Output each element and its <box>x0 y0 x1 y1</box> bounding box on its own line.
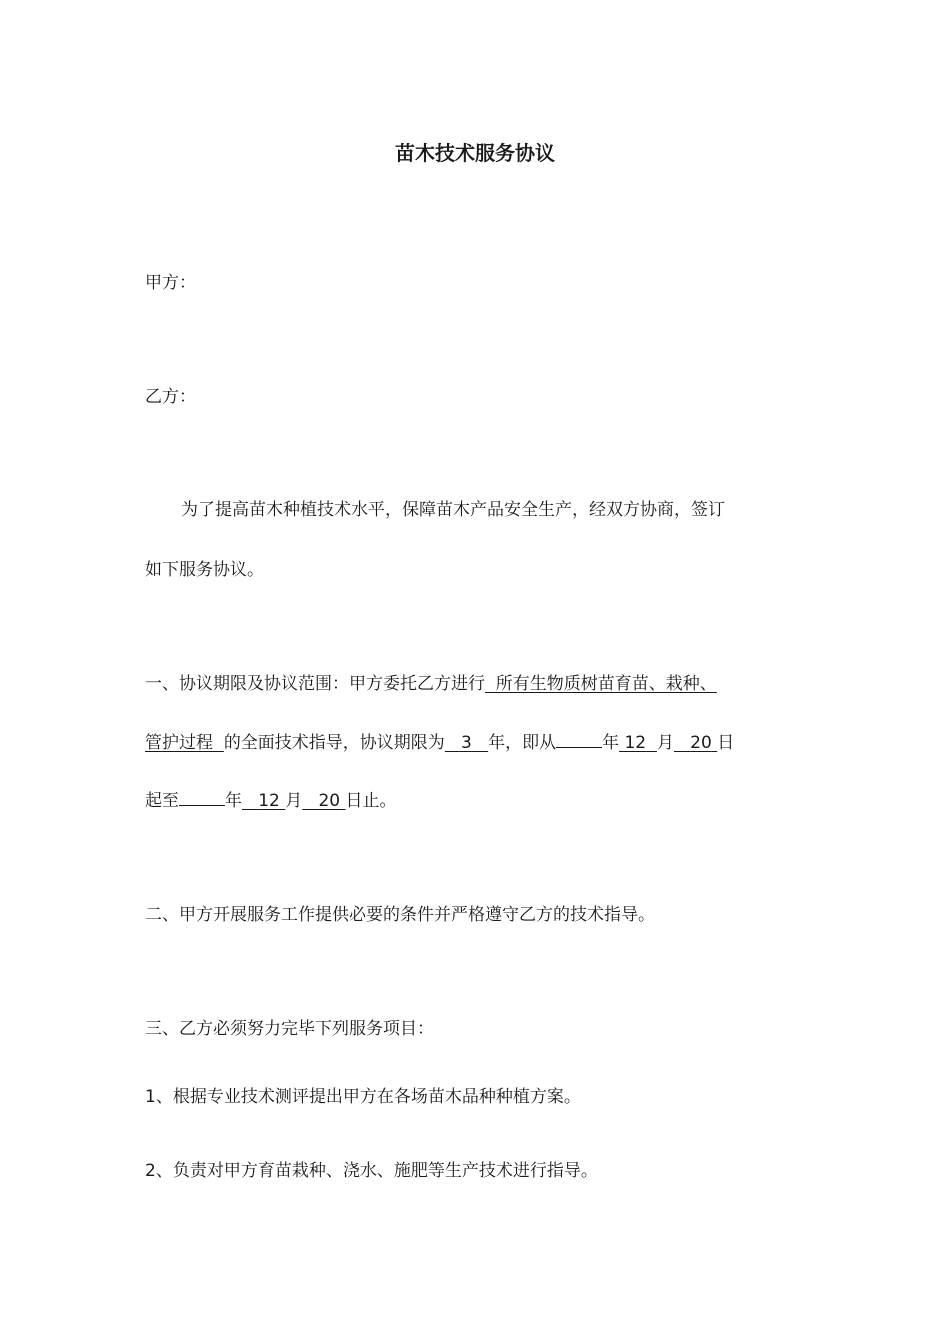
section1-start-day-pad <box>674 733 690 753</box>
section1-years-pad-left <box>445 733 461 753</box>
section1-end-month: 12 <box>258 791 280 811</box>
section1-line3 <box>145 787 397 813</box>
party-a-label: 甲方： <box>145 273 196 293</box>
section1-line2 <box>145 729 734 755</box>
section1-end-year-char: 年 <box>225 791 242 811</box>
section1-start-day: 20 <box>690 733 712 753</box>
section1-end-month-char: 月 <box>285 791 303 811</box>
section1-end-day-pad <box>302 791 318 811</box>
section1-line1 <box>145 672 717 696</box>
section1-year-char: 年 <box>602 733 620 753</box>
section1-day-char: 日 <box>717 733 735 753</box>
section3-item2: 2、负责对甲方育苗栽种、浇水、施肥等生产技术进行指导。 <box>145 1161 598 1181</box>
section1-scope-part1: 所有生物质树苗育苗、栽种、 <box>485 674 717 694</box>
section1-end-day: 20 <box>318 791 341 811</box>
section1-after-scope: 的全面技术指导，协议期限为 <box>223 733 445 753</box>
section1-month-char: 月 <box>656 733 674 753</box>
section1-scope-part2: 管护过程 <box>145 733 213 753</box>
section2-paragraph: 二、甲方开展服务工作提供必要的条件并严格遵守乙方的技术指导。 <box>145 905 655 925</box>
section3-item1: 1、根据专业技术测评提出甲方在各场苗木品种种植方案。 <box>145 1087 581 1107</box>
section1-start-month: 12 <box>624 733 647 753</box>
section1-years-value: 3 <box>461 733 472 753</box>
section3-heading: 三、乙方必须努力完毕下列服务项目： <box>145 1019 434 1039</box>
section1-end-month-pad <box>242 791 258 811</box>
section1-until: 起至 <box>145 791 179 811</box>
intro-paragraph-line1: 为了提高苗木种植技术水平，保障苗木产品安全生产，经双方协商，签订 <box>181 500 725 520</box>
section1-start-month-pad-right <box>646 733 657 753</box>
document-title: 苗木技术服务协议 <box>395 141 555 165</box>
section1-scope-pad <box>213 733 224 753</box>
section1-start-year-blank <box>556 729 602 748</box>
section1-end-year-blank <box>179 787 225 806</box>
intro-paragraph-line2: 如下服务协议。 <box>145 560 264 580</box>
section1-years-pad-right <box>472 733 488 753</box>
section1-prefix: 一、协议期限及协议范围：甲方委托乙方进行 <box>145 674 485 694</box>
section1-years-unit: 年，即从 <box>488 733 557 753</box>
section1-end-text: 日止。 <box>345 791 397 811</box>
party-b-label: 乙方： <box>145 387 196 407</box>
